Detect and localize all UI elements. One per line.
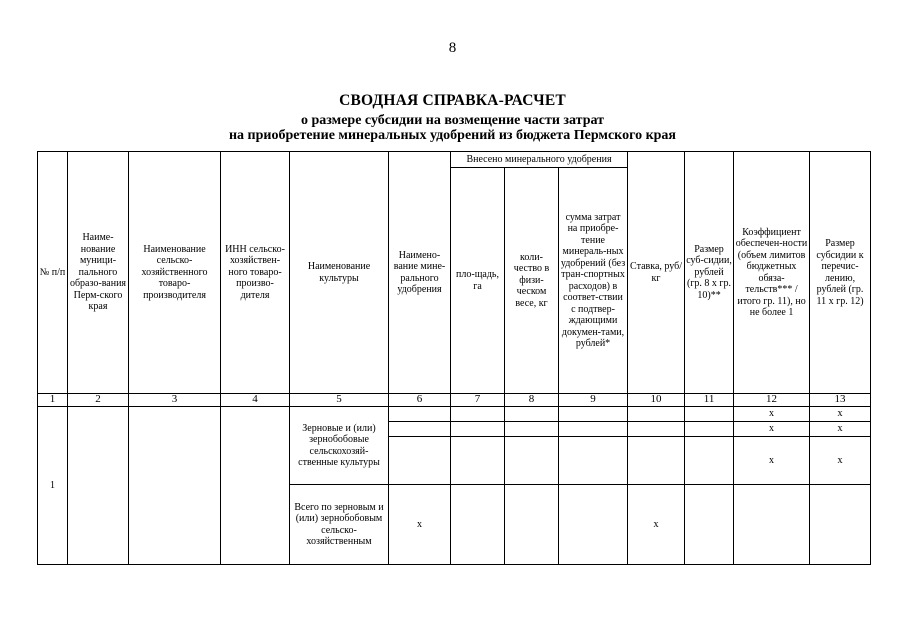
rate-cell bbox=[628, 422, 685, 437]
fertilizer-cell bbox=[389, 422, 451, 437]
col-num-3: 3 bbox=[129, 394, 221, 407]
crop-total-cell: Всего по зерновым и (или) зернобобовым сельско-хозяйственным bbox=[290, 485, 389, 565]
header-applied-group: Внесено минерального удобрения bbox=[451, 152, 628, 168]
col-num-7: 7 bbox=[451, 394, 505, 407]
col-num-10: 10 bbox=[628, 394, 685, 407]
subsidy-cell bbox=[685, 407, 734, 422]
header-number: № п/п bbox=[38, 152, 68, 394]
subtitle-line-2: на приобретение минеральных удобрений из бюджета Пермского края bbox=[228, 128, 676, 143]
header-rate: Ставка, руб/кг bbox=[628, 152, 685, 394]
rate-cell bbox=[628, 407, 685, 422]
total-area-cell bbox=[451, 485, 505, 565]
header-area: пло-щадь, га bbox=[451, 168, 505, 394]
header-fertilizer: Наимено-вание мине-рального удобрения bbox=[389, 152, 451, 394]
total-quantity-cell bbox=[505, 485, 559, 565]
header-row-1 bbox=[38, 152, 871, 168]
col-num-11: 11 bbox=[685, 394, 734, 407]
col-num-2: 2 bbox=[68, 394, 129, 407]
header-coefficient: Коэффициент обеспечен-ности (объем лимитов бюджетных обяза-тельств*** / итого гр. 11), но не более 1 bbox=[734, 152, 810, 394]
header-subsidy: Размер суб-сидии, рублей (гр. 8 х гр. 10)** bbox=[685, 152, 734, 394]
subsidy-transfer-cell: х bbox=[810, 407, 871, 422]
total-fertilizer-cell: х bbox=[389, 485, 451, 565]
total-subsidy-cell bbox=[685, 485, 734, 565]
document-subtitle bbox=[0, 113, 905, 143]
header-cost: сумма затрат на приобре-тение минераль-ных удобрений (без тран-спортных расходов) в соответ-ствии с подтвер-ждающими докумен-тами, рублей* bbox=[559, 168, 628, 394]
coefficient-cell: х bbox=[734, 437, 810, 485]
total-coefficient-cell bbox=[734, 485, 810, 565]
col-num-12: 12 bbox=[734, 394, 810, 407]
header-producer: Наименование сельско-хозяйственного товаро-производителя bbox=[129, 152, 221, 394]
cost-cell bbox=[559, 407, 628, 422]
quantity-cell bbox=[505, 437, 559, 485]
header-inn: ИНН сельско-хозяйствен-ного товаро-произво-дителя bbox=[221, 152, 290, 394]
document-title: СВОДНАЯ СПРАВКА-РАСЧЕТ bbox=[339, 92, 566, 109]
col-num-4: 4 bbox=[221, 394, 290, 407]
fertilizer-cell bbox=[389, 437, 451, 485]
fertilizer-cell bbox=[389, 407, 451, 422]
coefficient-cell: х bbox=[734, 407, 810, 422]
subsidy-cell bbox=[685, 437, 734, 485]
subsidy-cell bbox=[685, 422, 734, 437]
area-cell bbox=[451, 422, 505, 437]
quantity-cell bbox=[505, 422, 559, 437]
row-number-cell: 1 bbox=[38, 407, 68, 565]
rate-cell bbox=[628, 437, 685, 485]
total-cost-cell bbox=[559, 485, 628, 565]
coefficient-cell: х bbox=[734, 422, 810, 437]
subtitle-line-1: о размере субсидии на возмещение части затрат bbox=[300, 113, 605, 128]
subsidy-transfer-cell: х bbox=[810, 437, 871, 485]
header-municipality: Наиме-нование муници-пального образо-вания Перм-ского края bbox=[68, 152, 129, 394]
col-num-5: 5 bbox=[290, 394, 389, 407]
total-rate-cell: х bbox=[628, 485, 685, 565]
producer-cell bbox=[129, 407, 221, 565]
col-num-13: 13 bbox=[810, 394, 871, 407]
crop-grain-cell: Зерновые и (или) зернобобовые сельскохозяй-ственные культуры bbox=[290, 407, 389, 485]
total-subsidy-transfer-cell bbox=[810, 485, 871, 565]
page-number: 8 bbox=[448, 40, 457, 56]
area-cell bbox=[451, 437, 505, 485]
cost-cell bbox=[559, 437, 628, 485]
header-crop: Наименование культуры bbox=[290, 152, 389, 394]
municipality-cell bbox=[68, 407, 129, 565]
cost-cell bbox=[559, 422, 628, 437]
column-numbers-row bbox=[38, 394, 871, 407]
col-num-6: 6 bbox=[389, 394, 451, 407]
col-num-9: 9 bbox=[559, 394, 628, 407]
table-row bbox=[38, 407, 871, 422]
inn-cell bbox=[221, 407, 290, 565]
quantity-cell bbox=[505, 407, 559, 422]
area-cell bbox=[451, 407, 505, 422]
header-subsidy-transfer: Размер субсидии к перечис-лению, рублей (гр. 11 х гр. 12) bbox=[810, 152, 871, 394]
subsidy-table bbox=[37, 151, 871, 565]
col-num-8: 8 bbox=[505, 394, 559, 407]
subsidy-transfer-cell: х bbox=[810, 422, 871, 437]
col-num-1: 1 bbox=[38, 394, 68, 407]
header-quantity: коли-чество в физи-ческом весе, кг bbox=[505, 168, 559, 394]
